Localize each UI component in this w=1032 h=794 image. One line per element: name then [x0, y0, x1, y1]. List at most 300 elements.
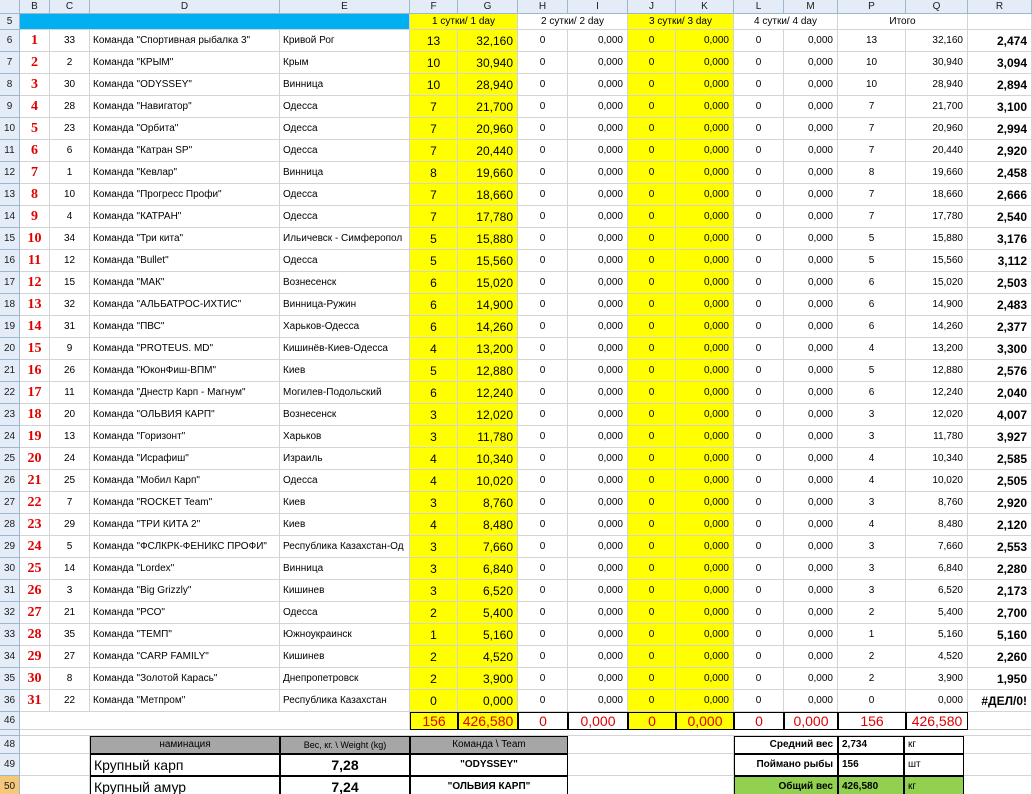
day3-count[interactable]: 0	[628, 382, 676, 404]
day1-weight[interactable]: 21,700	[458, 96, 518, 118]
totals-r-blank[interactable]	[968, 712, 1032, 730]
team-name[interactable]: Команда "Bullet"	[90, 250, 280, 272]
total-weight[interactable]: 19,660	[906, 162, 968, 184]
row-header[interactable]: 32	[0, 602, 20, 624]
team-city[interactable]: Кишинев	[280, 646, 410, 668]
average-weight[interactable]: 2,540	[968, 206, 1032, 228]
team-place[interactable]: 5	[20, 118, 50, 140]
day3-count[interactable]: 0	[628, 294, 676, 316]
team-number[interactable]: 26	[50, 360, 90, 382]
average-weight[interactable]: 4,007	[968, 404, 1032, 426]
team-city[interactable]: Киев	[280, 492, 410, 514]
day1-weight[interactable]: 12,880	[458, 360, 518, 382]
team-city[interactable]: Одесса	[280, 250, 410, 272]
average-weight[interactable]: 2,503	[968, 272, 1032, 294]
total-count[interactable]: 4	[838, 338, 906, 360]
day1-count[interactable]: 5	[410, 228, 458, 250]
team-place[interactable]: 28	[20, 624, 50, 646]
total-weight[interactable]: 12,880	[906, 360, 968, 382]
team-place[interactable]: 15	[20, 338, 50, 360]
day3-count[interactable]: 0	[628, 514, 676, 536]
day2-weight[interactable]: 0,000	[568, 382, 628, 404]
day2-count[interactable]: 0	[518, 184, 568, 206]
header-blue-band[interactable]	[20, 14, 410, 30]
team-name[interactable]: Команда "Три кита"	[90, 228, 280, 250]
day3-weight[interactable]: 0,000	[676, 316, 734, 338]
team-city[interactable]: Одесса	[280, 140, 410, 162]
team-city[interactable]: Кривой Рог	[280, 30, 410, 52]
row-header[interactable]: 26	[0, 470, 20, 492]
team-number[interactable]: 14	[50, 558, 90, 580]
day3-weight[interactable]: 0,000	[676, 690, 734, 712]
day1-weight[interactable]: 10,020	[458, 470, 518, 492]
stats-gap[interactable]	[568, 754, 734, 776]
average-weight[interactable]: 1,950	[968, 668, 1032, 690]
day3-count[interactable]: 0	[628, 206, 676, 228]
day1-count[interactable]: 2	[410, 646, 458, 668]
team-city[interactable]: Винница-Ружин	[280, 294, 410, 316]
day1-weight[interactable]: 15,020	[458, 272, 518, 294]
team-number[interactable]: 33	[50, 30, 90, 52]
total-weight[interactable]: 13,200	[906, 338, 968, 360]
row-header[interactable]: 27	[0, 492, 20, 514]
day2-weight[interactable]: 0,000	[568, 338, 628, 360]
day3-count[interactable]: 0	[628, 668, 676, 690]
average-weight[interactable]: 3,094	[968, 52, 1032, 74]
day2-weight[interactable]: 0,000	[568, 448, 628, 470]
team-city[interactable]: Одесса	[280, 602, 410, 624]
day4-weight[interactable]: 0,000	[784, 184, 838, 206]
average-weight[interactable]: 2,553	[968, 536, 1032, 558]
total-count[interactable]: 2	[838, 602, 906, 624]
team-name[interactable]: Команда "Big Grizzly"	[90, 580, 280, 602]
team-name[interactable]: Команда "ПВС"	[90, 316, 280, 338]
day2-count[interactable]: 0	[518, 294, 568, 316]
totals-blank[interactable]	[20, 712, 410, 730]
row-header[interactable]: 15	[0, 228, 20, 250]
team-number[interactable]: 34	[50, 228, 90, 250]
day2-weight[interactable]: 0,000	[568, 602, 628, 624]
day2-count[interactable]: 0	[518, 558, 568, 580]
day3-weight[interactable]: 0,000	[676, 668, 734, 690]
team-place[interactable]: 25	[20, 558, 50, 580]
total-weight[interactable]: 14,260	[906, 316, 968, 338]
day3-weight[interactable]: 0,000	[676, 162, 734, 184]
total-count[interactable]: 3	[838, 492, 906, 514]
stat-average-unit[interactable]: кг	[904, 736, 964, 754]
day2-weight[interactable]: 0,000	[568, 580, 628, 602]
day2-count[interactable]: 0	[518, 690, 568, 712]
team-place[interactable]: 24	[20, 536, 50, 558]
team-city[interactable]: Могилев-Подольский	[280, 382, 410, 404]
day4-weight[interactable]: 0,000	[784, 228, 838, 250]
day2-count[interactable]: 0	[518, 448, 568, 470]
day4-weight[interactable]: 0,000	[784, 646, 838, 668]
stat-caught-value[interactable]: 156	[838, 754, 904, 776]
day1-weight[interactable]: 15,880	[458, 228, 518, 250]
row-header[interactable]: 16	[0, 250, 20, 272]
team-city[interactable]: Харьков-Одесса	[280, 316, 410, 338]
day2-weight[interactable]: 0,000	[568, 470, 628, 492]
total-weight[interactable]: 8,480	[906, 514, 968, 536]
day4-weight[interactable]: 0,000	[784, 294, 838, 316]
day2-weight[interactable]: 0,000	[568, 118, 628, 140]
nomination-blank[interactable]	[20, 754, 90, 776]
day1-count[interactable]: 13	[410, 30, 458, 52]
average-weight[interactable]: #ДЕЛ/0!	[968, 690, 1032, 712]
day1-weight[interactable]: 13,200	[458, 338, 518, 360]
day1-count[interactable]: 6	[410, 294, 458, 316]
team-place[interactable]: 1	[20, 30, 50, 52]
row-header[interactable]: 12	[0, 162, 20, 184]
day3-count[interactable]: 0	[628, 558, 676, 580]
team-place[interactable]: 30	[20, 668, 50, 690]
day3-count[interactable]: 0	[628, 162, 676, 184]
total-count[interactable]: 4	[838, 514, 906, 536]
total-weight[interactable]: 15,560	[906, 250, 968, 272]
day4-weight[interactable]: 0,000	[784, 668, 838, 690]
team-place[interactable]: 4	[20, 96, 50, 118]
day3-header[interactable]: 3 сутки/ 3 day	[628, 14, 734, 30]
nomination-blank[interactable]	[20, 776, 90, 794]
team-number[interactable]: 1	[50, 162, 90, 184]
column-header-h[interactable]: H	[518, 0, 568, 14]
total-weight[interactable]: 3,900	[906, 668, 968, 690]
day3-weight[interactable]: 0,000	[676, 250, 734, 272]
team-city[interactable]: Киев	[280, 514, 410, 536]
average-weight[interactable]: 2,700	[968, 602, 1032, 624]
column-header-i[interactable]: I	[568, 0, 628, 14]
row-header[interactable]: 6	[0, 30, 20, 52]
total-count[interactable]: 3	[838, 426, 906, 448]
total-count[interactable]: 7	[838, 96, 906, 118]
average-weight[interactable]: 2,483	[968, 294, 1032, 316]
day4-count[interactable]: 0	[734, 250, 784, 272]
column-header-d[interactable]: D	[90, 0, 280, 14]
day4-count[interactable]: 0	[734, 580, 784, 602]
day2-count[interactable]: 0	[518, 206, 568, 228]
day3-count[interactable]: 0	[628, 492, 676, 514]
avg-header[interactable]	[968, 14, 1032, 30]
day1-count[interactable]: 5	[410, 250, 458, 272]
day2-count[interactable]: 0	[518, 30, 568, 52]
team-number[interactable]: 5	[50, 536, 90, 558]
day3-weight[interactable]: 0,000	[676, 580, 734, 602]
day1-weight[interactable]: 14,260	[458, 316, 518, 338]
team-number[interactable]: 21	[50, 602, 90, 624]
stat-total-weight-value[interactable]: 426,580	[838, 776, 904, 794]
team-place[interactable]: 26	[20, 580, 50, 602]
team-city[interactable]: Винница	[280, 74, 410, 96]
total-day4-count[interactable]: 0	[734, 712, 784, 730]
nomination-weight[interactable]: 7,28	[280, 754, 410, 776]
day1-weight[interactable]: 17,780	[458, 206, 518, 228]
total-weight[interactable]: 12,240	[906, 382, 968, 404]
total-weight[interactable]: 20,440	[906, 140, 968, 162]
total-count[interactable]: 3	[838, 404, 906, 426]
day4-weight[interactable]: 0,000	[784, 514, 838, 536]
average-weight[interactable]: 2,585	[968, 448, 1032, 470]
column-header-f[interactable]: F	[410, 0, 458, 14]
team-city[interactable]: Днепропетровск	[280, 668, 410, 690]
day1-weight[interactable]: 3,900	[458, 668, 518, 690]
total-count[interactable]: 1	[838, 624, 906, 646]
row-header[interactable]: 18	[0, 294, 20, 316]
row-header[interactable]: 19	[0, 316, 20, 338]
day2-count[interactable]: 0	[518, 470, 568, 492]
day4-weight[interactable]: 0,000	[784, 382, 838, 404]
average-weight[interactable]: 3,300	[968, 338, 1032, 360]
day2-count[interactable]: 0	[518, 118, 568, 140]
team-place[interactable]: 13	[20, 294, 50, 316]
row-header-48[interactable]: 48	[0, 736, 20, 754]
total-weight[interactable]: 10,340	[906, 448, 968, 470]
day1-count[interactable]: 7	[410, 184, 458, 206]
total-count[interactable]: 6	[838, 316, 906, 338]
day4-count[interactable]: 0	[734, 228, 784, 250]
day1-weight[interactable]: 32,160	[458, 30, 518, 52]
day2-weight[interactable]: 0,000	[568, 96, 628, 118]
total-count[interactable]: 10	[838, 52, 906, 74]
total-weight[interactable]: 10,020	[906, 470, 968, 492]
row-header-46[interactable]: 46	[0, 712, 20, 730]
team-name[interactable]: Команда "Навигатор"	[90, 96, 280, 118]
column-header-e[interactable]: E	[280, 0, 410, 14]
team-city[interactable]: Южноукраинск	[280, 624, 410, 646]
day3-count[interactable]: 0	[628, 360, 676, 382]
day3-count[interactable]: 0	[628, 426, 676, 448]
day2-weight[interactable]: 0,000	[568, 316, 628, 338]
day4-weight[interactable]: 0,000	[784, 492, 838, 514]
team-place[interactable]: 9	[20, 206, 50, 228]
day1-weight[interactable]: 6,520	[458, 580, 518, 602]
day2-weight[interactable]: 0,000	[568, 162, 628, 184]
day1-weight[interactable]: 5,400	[458, 602, 518, 624]
day2-weight[interactable]: 0,000	[568, 624, 628, 646]
day4-weight[interactable]: 0,000	[784, 624, 838, 646]
team-city[interactable]: Ильичевск - Симферопол	[280, 228, 410, 250]
row-header[interactable]: 23	[0, 404, 20, 426]
day2-count[interactable]: 0	[518, 338, 568, 360]
day2-count[interactable]: 0	[518, 140, 568, 162]
day1-weight[interactable]: 14,900	[458, 294, 518, 316]
team-name[interactable]: Команда "Спортивная рыбалка 3"	[90, 30, 280, 52]
team-city[interactable]: Киев	[280, 360, 410, 382]
day1-count[interactable]: 6	[410, 382, 458, 404]
day2-weight[interactable]: 0,000	[568, 360, 628, 382]
day1-count[interactable]: 3	[410, 492, 458, 514]
team-place[interactable]: 20	[20, 448, 50, 470]
stats-right-blank[interactable]	[964, 776, 1032, 794]
day2-count[interactable]: 0	[518, 272, 568, 294]
team-name[interactable]: Команда "Орбита"	[90, 118, 280, 140]
total-count[interactable]: 7	[838, 140, 906, 162]
day2-count[interactable]: 0	[518, 514, 568, 536]
day4-count[interactable]: 0	[734, 382, 784, 404]
total-day2-weight[interactable]: 0,000	[568, 712, 628, 730]
day1-count[interactable]: 4	[410, 448, 458, 470]
team-number[interactable]: 35	[50, 624, 90, 646]
column-header-l[interactable]: L	[734, 0, 784, 14]
day4-count[interactable]: 0	[734, 558, 784, 580]
team-city[interactable]: Республика Казахстан	[280, 690, 410, 712]
day3-weight[interactable]: 0,000	[676, 30, 734, 52]
total-weight[interactable]: 6,520	[906, 580, 968, 602]
team-city[interactable]: Винница	[280, 162, 410, 184]
row-header[interactable]: 28	[0, 514, 20, 536]
total-count[interactable]: 5	[838, 250, 906, 272]
day4-count[interactable]: 0	[734, 646, 784, 668]
average-weight[interactable]: 2,894	[968, 74, 1032, 96]
column-header-k[interactable]: K	[676, 0, 734, 14]
day1-count[interactable]: 3	[410, 558, 458, 580]
day4-count[interactable]: 0	[734, 206, 784, 228]
stats-right-blank[interactable]	[964, 736, 1032, 754]
day4-weight[interactable]: 0,000	[784, 426, 838, 448]
day2-count[interactable]: 0	[518, 360, 568, 382]
team-name[interactable]: Команда "РСО"	[90, 602, 280, 624]
team-name[interactable]: Команда "Днестр Карп - Магнум"	[90, 382, 280, 404]
average-weight[interactable]: 2,666	[968, 184, 1032, 206]
total-day1-count[interactable]: 156	[410, 712, 458, 730]
day4-weight[interactable]: 0,000	[784, 338, 838, 360]
day1-count[interactable]: 1	[410, 624, 458, 646]
day4-weight[interactable]: 0,000	[784, 206, 838, 228]
day2-weight[interactable]: 0,000	[568, 492, 628, 514]
row-header[interactable]: 31	[0, 580, 20, 602]
total-count[interactable]: 8	[838, 162, 906, 184]
day2-weight[interactable]: 0,000	[568, 668, 628, 690]
day3-weight[interactable]: 0,000	[676, 206, 734, 228]
total-count[interactable]: 5	[838, 360, 906, 382]
total-weight[interactable]: 15,020	[906, 272, 968, 294]
day2-weight[interactable]: 0,000	[568, 184, 628, 206]
day2-weight[interactable]: 0,000	[568, 426, 628, 448]
total-weight[interactable]: 18,660	[906, 184, 968, 206]
total-count[interactable]: 3	[838, 536, 906, 558]
team-number[interactable]: 20	[50, 404, 90, 426]
column-header-g[interactable]: G	[458, 0, 518, 14]
row-header-5[interactable]: 5	[0, 14, 20, 30]
average-weight[interactable]: 3,112	[968, 250, 1032, 272]
day3-count[interactable]: 0	[628, 30, 676, 52]
team-name[interactable]: Команда "ФСЛКРК-ФЕНИКС ПРОФИ"	[90, 536, 280, 558]
total-count[interactable]: 13	[838, 30, 906, 52]
day4-count[interactable]: 0	[734, 426, 784, 448]
day3-count[interactable]: 0	[628, 624, 676, 646]
column-header-c[interactable]: C	[50, 0, 90, 14]
stat-total-weight-label[interactable]: Общий вес	[734, 776, 838, 794]
day2-count[interactable]: 0	[518, 250, 568, 272]
total-count[interactable]: 10	[838, 74, 906, 96]
average-weight[interactable]: 5,160	[968, 624, 1032, 646]
total-count[interactable]: 6	[838, 382, 906, 404]
nomination-header-title[interactable]: наминация	[90, 736, 280, 754]
day3-count[interactable]: 0	[628, 602, 676, 624]
day2-weight[interactable]: 0,000	[568, 646, 628, 668]
day3-count[interactable]: 0	[628, 74, 676, 96]
day1-count[interactable]: 8	[410, 162, 458, 184]
day4-count[interactable]: 0	[734, 74, 784, 96]
total-count[interactable]: 7	[838, 184, 906, 206]
day3-weight[interactable]: 0,000	[676, 184, 734, 206]
day3-weight[interactable]: 0,000	[676, 426, 734, 448]
day1-weight[interactable]: 4,520	[458, 646, 518, 668]
total-weight[interactable]: 32,160	[906, 30, 968, 52]
total-count[interactable]: 0	[838, 690, 906, 712]
total-count[interactable]: 3	[838, 558, 906, 580]
day2-count[interactable]: 0	[518, 492, 568, 514]
nomination-header-weight[interactable]: Вес, кг. \ Weight (kg)	[280, 736, 410, 754]
day3-weight[interactable]: 0,000	[676, 470, 734, 492]
day3-weight[interactable]: 0,000	[676, 624, 734, 646]
day4-weight[interactable]: 0,000	[784, 118, 838, 140]
day3-weight[interactable]: 0,000	[676, 360, 734, 382]
day3-count[interactable]: 0	[628, 316, 676, 338]
day4-weight[interactable]: 0,000	[784, 470, 838, 492]
total-day4-weight[interactable]: 0,000	[784, 712, 838, 730]
stats-right-blank[interactable]	[964, 754, 1032, 776]
team-place[interactable]: 8	[20, 184, 50, 206]
nomination-weight[interactable]: 7,24	[280, 776, 410, 794]
day1-count[interactable]: 5	[410, 360, 458, 382]
day2-count[interactable]: 0	[518, 162, 568, 184]
day2-count[interactable]: 0	[518, 668, 568, 690]
day4-weight[interactable]: 0,000	[784, 30, 838, 52]
total-count[interactable]: 4	[838, 448, 906, 470]
day3-weight[interactable]: 0,000	[676, 52, 734, 74]
day2-weight[interactable]: 0,000	[568, 52, 628, 74]
total-day2-count[interactable]: 0	[518, 712, 568, 730]
day3-weight[interactable]: 0,000	[676, 272, 734, 294]
total-day3-weight[interactable]: 0,000	[676, 712, 734, 730]
team-place[interactable]: 31	[20, 690, 50, 712]
team-city[interactable]: Одесса	[280, 470, 410, 492]
team-name[interactable]: Команда "Мобил Карп"	[90, 470, 280, 492]
day1-count[interactable]: 6	[410, 316, 458, 338]
team-place[interactable]: 6	[20, 140, 50, 162]
team-number[interactable]: 25	[50, 470, 90, 492]
day1-weight[interactable]: 5,160	[458, 624, 518, 646]
day3-weight[interactable]: 0,000	[676, 558, 734, 580]
average-weight[interactable]: 2,920	[968, 492, 1032, 514]
row-header[interactable]: 29	[0, 536, 20, 558]
day4-weight[interactable]: 0,000	[784, 96, 838, 118]
day4-count[interactable]: 0	[734, 404, 784, 426]
day2-weight[interactable]: 0,000	[568, 294, 628, 316]
stat-average-label[interactable]: Средний вес	[734, 736, 838, 754]
day1-count[interactable]: 2	[410, 668, 458, 690]
day2-count[interactable]: 0	[518, 580, 568, 602]
team-number[interactable]: 7	[50, 492, 90, 514]
day3-count[interactable]: 0	[628, 140, 676, 162]
day1-weight[interactable]: 30,940	[458, 52, 518, 74]
nomination-header-team[interactable]: Команда \ Team	[410, 736, 568, 754]
day2-count[interactable]: 0	[518, 602, 568, 624]
day3-weight[interactable]: 0,000	[676, 338, 734, 360]
day2-weight[interactable]: 0,000	[568, 206, 628, 228]
total-weight[interactable]: 7,660	[906, 536, 968, 558]
total-count[interactable]: 2	[838, 646, 906, 668]
team-city[interactable]: Винница	[280, 558, 410, 580]
day1-weight[interactable]: 6,840	[458, 558, 518, 580]
average-weight[interactable]: 2,576	[968, 360, 1032, 382]
day3-weight[interactable]: 0,000	[676, 514, 734, 536]
team-number[interactable]: 2	[50, 52, 90, 74]
team-name[interactable]: Команда "Горизонт"	[90, 426, 280, 448]
day4-count[interactable]: 0	[734, 492, 784, 514]
day4-count[interactable]: 0	[734, 338, 784, 360]
